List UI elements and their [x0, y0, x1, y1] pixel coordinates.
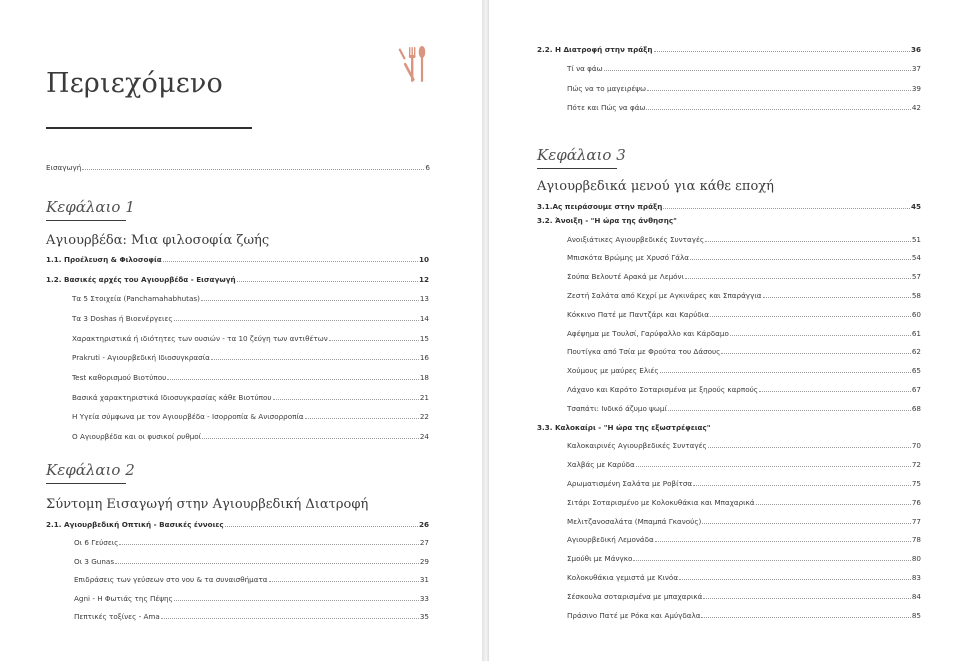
toc-row[interactable]: [567, 478, 921, 488]
dot-leader: [115, 563, 419, 564]
toc-entry-page: 68: [911, 403, 921, 413]
toc-row[interactable]: [72, 352, 429, 362]
toc-entry-page: 80: [911, 554, 921, 564]
toc-entry-label: Αγιουρβεδική Λεμονάδα: [567, 535, 654, 545]
toc-entry-page: 77: [911, 516, 921, 526]
toc-entry-page: 27: [419, 538, 429, 548]
toc-entry-page: 65: [911, 366, 921, 376]
dot-leader: [604, 70, 911, 71]
toc-entry-label: Πεπτικές τοξίνες - Ama: [74, 612, 160, 621]
dot-leader: [161, 618, 419, 619]
toc-entry-label: Πουτίγκα από Τσία με Φρούτα του Δάσους: [567, 347, 721, 357]
chapter-heading-rule: [46, 220, 126, 221]
toc-row[interactable]: [72, 411, 429, 421]
toc-entry-page: 15: [419, 333, 429, 343]
dot-leader: [174, 600, 419, 601]
toc-entry-page: 83: [911, 573, 921, 582]
dot-leader: [655, 541, 911, 542]
toc-entry-page: 54: [911, 253, 921, 263]
toc-entry-page: 62: [911, 347, 921, 357]
dot-leader: [646, 109, 910, 110]
dot-leader: [167, 379, 419, 380]
dot-leader: [690, 259, 911, 260]
dot-leader: [679, 579, 911, 580]
toc-row[interactable]: [567, 365, 921, 375]
toc-entry-label: Agni - Η Φωτιάς της Πέψης: [74, 593, 173, 603]
toc-entry-label: Εισαγωγή: [46, 163, 82, 172]
toc-entry-page: 16: [419, 353, 429, 363]
toc-entry-page: 37: [911, 64, 921, 74]
toc-entry-page: 21: [419, 392, 429, 402]
toc-entry-page: 39: [911, 83, 921, 93]
dot-leader: [305, 418, 419, 419]
toc-entry-label: Πράσινο Πατέ με Ρόκα και Αμύγδαλα: [567, 610, 701, 620]
toc-entry-page: 10: [418, 255, 429, 264]
toc-entry-label: Τα 3 Doshas ή Βιοενέργειες: [72, 313, 173, 323]
toc-entry-page: 12: [418, 274, 429, 284]
toc-row[interactable]: [567, 591, 921, 601]
toc-entry-page: 58: [911, 291, 921, 300]
toc-entry-label: Οι 6 Γεύσεις: [74, 538, 119, 548]
toc-entry-page: 29: [419, 556, 429, 566]
toc-entry-label: Μπισκότα Βρώμης με Χρυσό Γάλα: [567, 253, 690, 263]
dot-leader: [756, 504, 911, 505]
toc-entry-label: 3.2. Άνοιξη - "Η ώρα της άνθησης": [537, 216, 677, 225]
toc-entry-page: 36: [910, 45, 921, 54]
toc-row[interactable]: [567, 572, 921, 582]
toc-entry-label: Πώς να το μαγειρέψω: [567, 83, 647, 93]
chapter-heading-2: Κεφάλαιο 2: [46, 461, 135, 479]
toc-entry-label: 1.1. Προέλευση & Φιλοσοφία: [46, 255, 162, 264]
toc-row[interactable]: [567, 328, 921, 338]
dot-leader: [225, 526, 418, 527]
toc-entry-page: 76: [911, 497, 921, 507]
toc-row[interactable]: [567, 346, 921, 356]
dot-leader: [329, 340, 419, 341]
toc-row[interactable]: [567, 610, 921, 620]
toc-row[interactable]: [567, 440, 921, 450]
toc-row[interactable]: [72, 372, 429, 382]
toc-row[interactable]: [74, 574, 429, 584]
dot-leader: [708, 447, 911, 448]
toc-entry-page: 60: [911, 309, 921, 319]
dot-leader: [237, 281, 418, 282]
dot-leader: [701, 617, 910, 618]
dot-leader: [759, 391, 911, 392]
toc-row[interactable]: [74, 537, 429, 547]
toc-entry-label: Η Υγεία σύμφωνα με τον Αγιουρβέδα - Ισορροπία & Ανισορροπία: [72, 412, 304, 422]
toc-entry-label: Αρωματισμένη Σαλάτα με Ροβίτσα: [567, 479, 693, 488]
toc-entry-label: Prakruti - Αγιουρβεδική Ιδιοσυγκρασία: [72, 353, 210, 363]
toc-row[interactable]: [567, 459, 921, 469]
toc-entry-label: 1.2. Βασικές αρχές του Αγιουρβέδα - Εισαγωγή: [46, 274, 236, 284]
chapter-title-3: Αγιουρβεδικά μενού για κάθε εποχή: [537, 179, 774, 194]
dot-leader: [174, 320, 419, 321]
toc-row[interactable]: [567, 234, 921, 244]
dot-leader: [721, 353, 910, 354]
toc-entry-page: 24: [419, 432, 429, 442]
dot-leader: [693, 485, 911, 486]
toc-entry-page: 70: [911, 441, 921, 451]
dot-leader: [636, 466, 911, 467]
toc-entry-label: Οι 3 Gunas: [74, 556, 115, 566]
toc-row[interactable]: [567, 534, 921, 544]
toc-entry-label: Χαρακτηριστικά ή ιδιότητες των ουσιών - τα 10 ζεύγη των αντιθέτων: [72, 333, 328, 343]
toc-entry-page: 75: [911, 479, 921, 488]
toc-entry-label: Χούμους με μαύρες Ελιές: [567, 366, 659, 376]
toc-entry-label: Τί να φάω: [567, 64, 603, 74]
toc-row[interactable]: [46, 254, 429, 264]
dot-leader: [702, 523, 910, 524]
dot-leader: [763, 297, 911, 298]
toc-entry-label: Αφέψημα με Τουλσί, Γαρύφαλλο και Κάρδαμο: [567, 328, 729, 338]
toc-entry-label: Μελιτζανοσαλάτα (Μπαμπά Γκανούς): [567, 516, 702, 526]
toc-entry-label: Κολοκυθάκια γεμιστά με Κινόα: [567, 573, 679, 582]
dot-leader: [668, 410, 911, 411]
dot-leader: [82, 169, 424, 170]
toc-entry-label: Σμούθι με Μάνγκο: [567, 554, 633, 564]
toc-row[interactable]: [74, 611, 429, 621]
toc-entry-label: Τα 5 Στοιχεία (Panchamahabhutas): [72, 294, 200, 304]
toc-row[interactable]: [567, 290, 921, 300]
toc-row[interactable]: [567, 252, 921, 262]
toc-entry-page: 85: [911, 610, 921, 620]
chapter-heading-3: Κεφάλαιο 3: [537, 146, 626, 164]
toc-entry-page: 14: [419, 313, 429, 323]
toc-row[interactable]: [72, 293, 429, 303]
dot-leader: [730, 335, 911, 336]
toc-row[interactable]: [567, 271, 921, 281]
utensils-icon: [398, 44, 432, 84]
toc-row[interactable]: [46, 274, 429, 284]
toc-entry-label: 2.2. Η Διατροφή στην πράξη: [537, 45, 653, 54]
toc-entry-label: Χαλβάς με Καρύδα: [567, 460, 635, 470]
toc-entry-page: 57: [911, 272, 921, 282]
toc-entry-label: Ο Αγιουρβέδα και οι φυσικοί ρυθμοί: [72, 432, 202, 442]
toc-entry-page: 51: [911, 234, 921, 244]
toc-entry-label: 3.1.Ας πειράσουμε στην πράξη: [537, 202, 663, 211]
toc-row[interactable]: [567, 384, 921, 394]
toc-entry-label: Καλοκαιρινές Αγιουρβεδικές Συνταγές: [567, 441, 707, 451]
toc-entry-page: 18: [419, 373, 429, 382]
toc-entry-page: 78: [911, 535, 921, 545]
toc-row[interactable]: [567, 309, 921, 319]
toc-entry-page: 61: [911, 328, 921, 338]
toc-entry-page: 26: [418, 520, 429, 529]
toc-row[interactable]: [72, 392, 429, 402]
toc-entry-label: 3.3. Καλοκαίρι - "Η ώρα της εξωστρέφειας": [537, 422, 711, 432]
toc-row[interactable]: [72, 313, 429, 323]
toc-row[interactable]: [74, 593, 429, 603]
toc-entry-page: 22: [419, 412, 429, 422]
toc-entry-label: 2.1. Αγιουρβεδική Οπτική - Βασικές έννοιες: [46, 520, 224, 529]
toc-row[interactable]: [567, 403, 921, 413]
toc-row[interactable]: [74, 556, 429, 566]
toc-entry-label: Βασικά χαρακτηριστικά Ιδιοσυγκρασίας κάθε Βιοτύπου: [72, 392, 272, 402]
toc-entry-label: Σιτάρι Σοταρισμένο με Κολοκυθάκια και Μπαχαρικά: [567, 497, 755, 507]
toc-entry-label: Επιδράσεις των γεύσεων στο νου & τα συναισθήματα: [74, 575, 268, 585]
chapter-heading-1: Κεφάλαιο 1: [46, 198, 135, 216]
toc-entry-label: Κόκκινο Πατέ με Παντζάρι και Καρύδια: [567, 309, 709, 319]
dot-leader: [703, 598, 910, 599]
toc-entry-page: 31: [419, 575, 429, 585]
toc-entry-page: 45: [910, 202, 921, 211]
dot-leader: [201, 300, 419, 301]
toc-row[interactable]: [72, 333, 429, 343]
toc-row[interactable]: [567, 497, 921, 507]
toc-entry-page: 42: [911, 102, 921, 112]
dot-leader: [705, 241, 911, 242]
dot-leader: [163, 261, 418, 262]
toc-entry-label: Σούπα Βελουτέ Αρακά με Λεμόνι: [567, 272, 685, 282]
dot-leader: [654, 51, 910, 52]
toc-row[interactable]: [567, 63, 921, 73]
toc-row[interactable]: [537, 422, 921, 432]
toc-entry-label: Ανοιξιάτικες Αγιουρβεδικές Συνταγές: [567, 234, 705, 244]
toc-entry-label: Ζεστή Σαλάτα από Κεχρί με Αγκινάρες και Σπαράγγια: [567, 291, 762, 300]
dot-leader: [633, 560, 910, 561]
toc-entry-page: 67: [911, 385, 921, 394]
toc-row[interactable]: [537, 44, 921, 54]
title-underline: [46, 127, 252, 129]
toc-entry-page: 13: [419, 294, 429, 304]
page-title: Περιεχόμενο: [46, 68, 224, 99]
toc-row[interactable]: [567, 83, 921, 93]
toc-row[interactable]: [72, 431, 429, 441]
book-gutter: [482, 0, 489, 661]
toc-entry-page: 35: [419, 612, 429, 621]
toc-entry-page: 33: [419, 593, 429, 603]
dot-leader: [647, 90, 911, 91]
dot-leader: [685, 278, 911, 279]
toc-row[interactable]: [567, 102, 921, 112]
toc-row[interactable]: [567, 516, 921, 526]
chapter-title-1: Αγιουρβέδα: Μια φιλοσοφία ζωής: [46, 233, 270, 248]
toc-row[interactable]: [46, 519, 429, 529]
dot-leader: [211, 359, 419, 360]
toc-row[interactable]: [537, 215, 921, 225]
dot-leader: [660, 372, 911, 373]
toc-entry-label: Σέσκουλα σοταρισμένα με μπαχαρικά: [567, 591, 703, 601]
dot-leader: [710, 316, 911, 317]
toc-entry-label: Λάχανο και Καρότο Σοταρισμένα με ξηρούς καρπούς: [567, 385, 758, 394]
toc-row[interactable]: [567, 553, 921, 563]
chapter-heading-rule: [46, 483, 126, 484]
toc-entry-page: 84: [911, 591, 921, 601]
toc-entry-label: Πότε και Πώς να φάω: [567, 102, 646, 112]
dot-leader: [273, 399, 419, 400]
toc-entry-page: 72: [911, 460, 921, 470]
toc-entry-label: Τσαπάτι: Ινδικό άζυμο ψωμί: [567, 403, 667, 413]
dot-leader: [202, 438, 419, 439]
right-page: [489, 0, 964, 661]
chapter-title-2: Σύντομη Εισαγωγή στην Αγιουρβεδική Διατροφή: [46, 497, 369, 512]
toc-row-introduction[interactable]: [46, 162, 430, 172]
dot-leader: [269, 581, 419, 582]
toc-entry-label: Test καθορισμού Βιοτύπου: [72, 373, 167, 382]
chapter-heading-rule: [537, 168, 617, 169]
toc-entry-page: 6: [425, 163, 430, 172]
toc-row[interactable]: [537, 201, 921, 211]
dot-leader: [663, 208, 910, 209]
dot-leader: [119, 544, 418, 545]
